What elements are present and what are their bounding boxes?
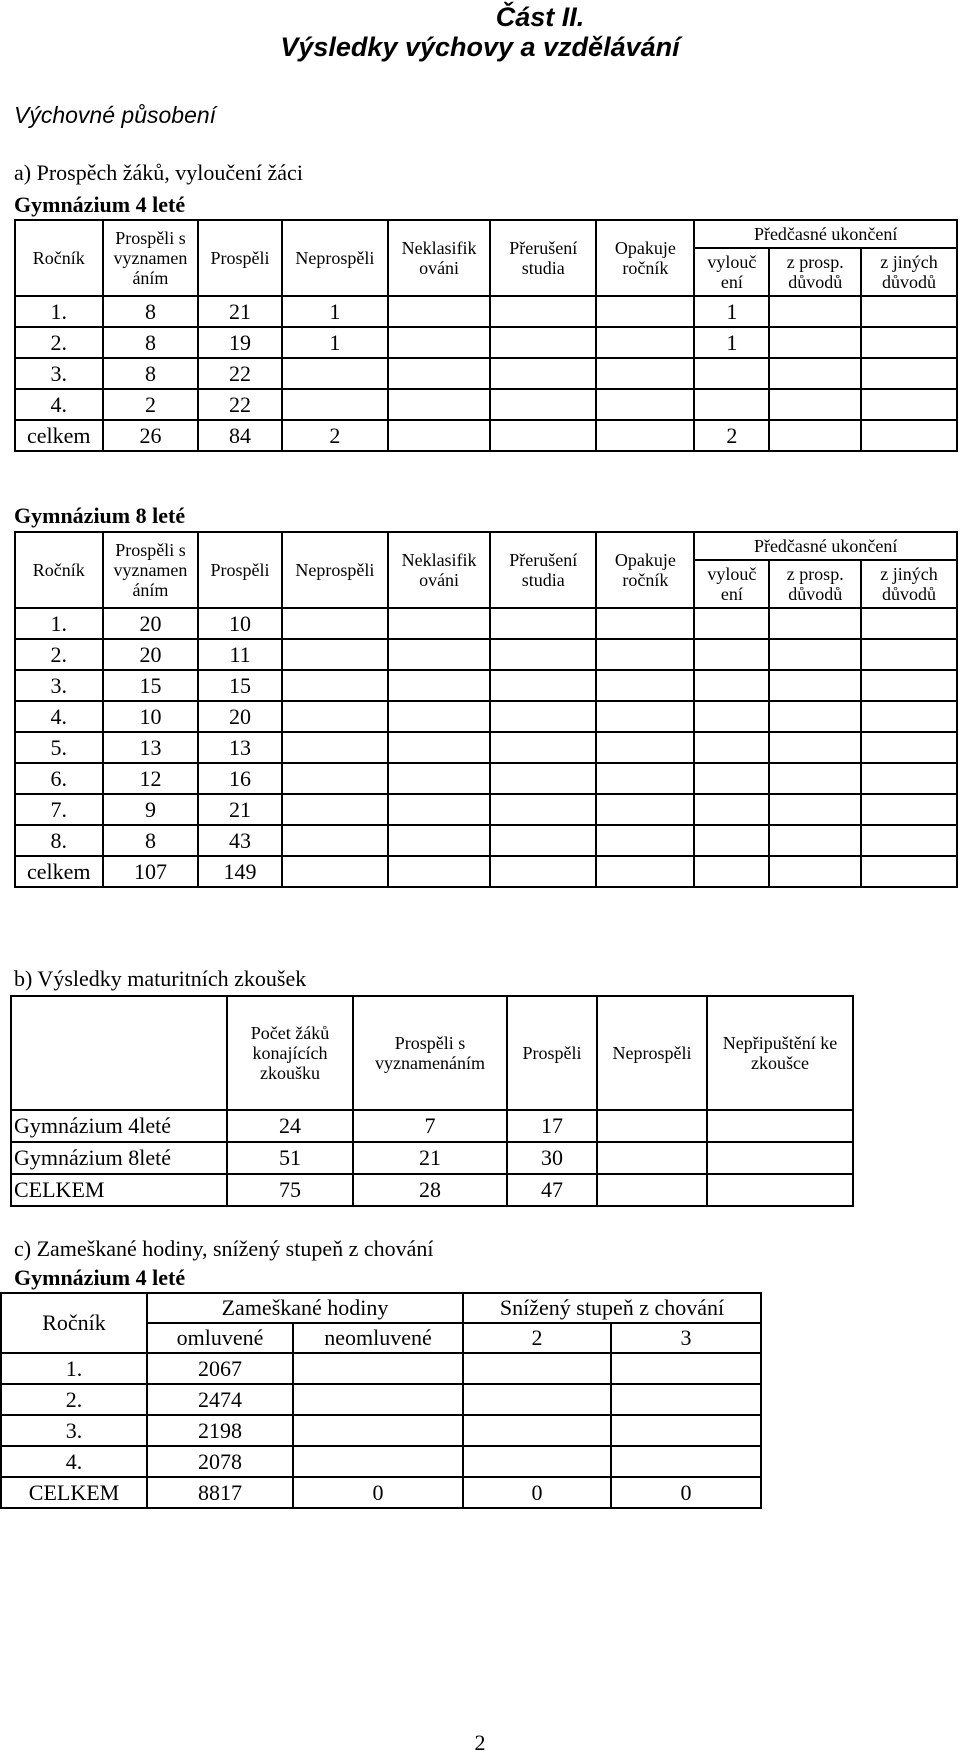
cell-k bbox=[388, 296, 490, 327]
cell-npr bbox=[707, 1142, 853, 1174]
empty-cell bbox=[596, 825, 694, 856]
col-preruseni: Přerušení studia bbox=[490, 220, 596, 296]
empty-cell bbox=[596, 856, 694, 887]
empty-cell bbox=[769, 701, 861, 732]
col-neprospeli: Neprospěli bbox=[597, 996, 707, 1110]
cell-s2 bbox=[463, 1415, 611, 1446]
col-zameskane: Zameškané hodiny bbox=[147, 1293, 463, 1323]
table-row bbox=[15, 794, 957, 825]
g4-results-table bbox=[14, 219, 958, 452]
col-vyznamenanim: Prospěli s vyznamen áním bbox=[103, 220, 199, 296]
cell-r: 6. bbox=[15, 763, 103, 794]
cell-s2 bbox=[463, 1384, 611, 1415]
cell-n bbox=[282, 358, 388, 389]
cell-zj bbox=[861, 358, 957, 389]
maturita-corner bbox=[11, 996, 227, 1110]
page-title: Výsledky výchovy a vzdělávání bbox=[280, 32, 680, 62]
empty-cell bbox=[694, 701, 769, 732]
empty-cell bbox=[282, 670, 388, 701]
table-row bbox=[15, 701, 957, 732]
col-snizeny: Snížený stupeň z chování bbox=[463, 1293, 761, 1323]
cell-k bbox=[388, 358, 490, 389]
col-neprospeli: Neprospěli bbox=[282, 532, 388, 608]
cell-om: 2067 bbox=[147, 1353, 293, 1384]
section-c-heading: c) Zameškané hodiny, snížený stupeň z chování bbox=[14, 1236, 434, 1261]
empty-cell bbox=[490, 701, 596, 732]
cell-om: 8817 bbox=[147, 1477, 293, 1508]
table-row bbox=[11, 1174, 853, 1206]
cell-s3 bbox=[611, 1384, 761, 1415]
cell-vy: 1 bbox=[694, 327, 769, 358]
cell-k bbox=[388, 389, 490, 420]
cell-k bbox=[388, 327, 490, 358]
cell-k bbox=[388, 420, 490, 451]
empty-cell bbox=[388, 639, 490, 670]
table-row bbox=[15, 825, 957, 856]
cell-o bbox=[596, 327, 694, 358]
cell-n: 1 bbox=[282, 296, 388, 327]
cell-s3 bbox=[611, 1353, 761, 1384]
table-row bbox=[1, 1446, 761, 1477]
cell-r: 3. bbox=[1, 1415, 147, 1446]
cell-v: 8 bbox=[103, 358, 199, 389]
empty-cell bbox=[596, 608, 694, 639]
cell-n: 2 bbox=[282, 420, 388, 451]
cell-r: 1. bbox=[1, 1353, 147, 1384]
empty-cell bbox=[694, 856, 769, 887]
empty-cell bbox=[282, 608, 388, 639]
empty-cell bbox=[694, 825, 769, 856]
col-prospeli: Prospěli bbox=[198, 532, 281, 608]
table-row bbox=[15, 327, 957, 358]
empty-cell bbox=[861, 794, 957, 825]
cell-o bbox=[596, 296, 694, 327]
cell-n bbox=[282, 389, 388, 420]
cell-p: 16 bbox=[198, 763, 281, 794]
col-vyznamenanim: Prospěli s vyznamen áním bbox=[103, 532, 199, 608]
table-row bbox=[15, 670, 957, 701]
empty-cell bbox=[769, 639, 861, 670]
col-predcasne: Předčasné ukončení bbox=[694, 532, 957, 560]
empty-cell bbox=[861, 639, 957, 670]
cell-pro: 47 bbox=[507, 1174, 597, 1206]
empty-cell bbox=[490, 639, 596, 670]
cell-o bbox=[596, 389, 694, 420]
table-row bbox=[15, 389, 957, 420]
cell-ne: 0 bbox=[293, 1477, 463, 1508]
empty-cell bbox=[694, 732, 769, 763]
absence-table bbox=[0, 1292, 762, 1509]
empty-cell bbox=[861, 732, 957, 763]
cell-vy bbox=[694, 358, 769, 389]
empty-cell bbox=[282, 825, 388, 856]
col-nepripusteni: Nepřipuštění ke zkoušce bbox=[707, 996, 853, 1110]
section-b-heading: b) Výsledky maturitních zkoušek bbox=[14, 966, 307, 991]
page-number: 2 bbox=[474, 1730, 486, 1755]
empty-cell bbox=[769, 608, 861, 639]
empty-cell bbox=[694, 608, 769, 639]
cell-r: 2. bbox=[15, 639, 103, 670]
table-row bbox=[15, 296, 957, 327]
col-rocnik: Ročník bbox=[15, 532, 103, 608]
table-row bbox=[1, 1353, 761, 1384]
cell-ne bbox=[293, 1415, 463, 1446]
col-zprosp: z prosp. důvodů bbox=[769, 560, 861, 608]
cell-nep bbox=[597, 1110, 707, 1142]
cell-om: 2078 bbox=[147, 1446, 293, 1477]
cell-npr bbox=[707, 1110, 853, 1142]
empty-cell bbox=[282, 856, 388, 887]
cell-vy bbox=[694, 389, 769, 420]
table-row bbox=[1, 1415, 761, 1446]
col-rocnik: Ročník bbox=[1, 1293, 147, 1353]
empty-cell bbox=[388, 732, 490, 763]
col-zprosp: z prosp. důvodů bbox=[769, 248, 861, 296]
table-row bbox=[1, 1384, 761, 1415]
empty-cell bbox=[769, 856, 861, 887]
empty-cell bbox=[490, 825, 596, 856]
empty-cell bbox=[282, 732, 388, 763]
col-vyznamenanim: Prospěli s vyznamenáním bbox=[353, 996, 507, 1110]
cell-pocet: 24 bbox=[227, 1110, 353, 1142]
cell-n: 1 bbox=[282, 327, 388, 358]
col-stupen-3: 3 bbox=[611, 1323, 761, 1353]
part-label: Část II. bbox=[495, 2, 585, 32]
empty-cell bbox=[490, 763, 596, 794]
cell-v: 12 bbox=[103, 763, 199, 794]
col-neklasifikovani: Neklasifik ováni bbox=[388, 532, 490, 608]
empty-cell bbox=[596, 794, 694, 825]
cell-ne bbox=[293, 1353, 463, 1384]
cell-name: Gymnázium 4leté bbox=[11, 1110, 227, 1142]
cell-p: 149 bbox=[198, 856, 281, 887]
cell-npr bbox=[707, 1174, 853, 1206]
cell-r: celkem bbox=[15, 420, 103, 451]
col-preruseni: Přerušení studia bbox=[490, 532, 596, 608]
cell-p: 21 bbox=[198, 794, 281, 825]
cell-r: 8. bbox=[15, 825, 103, 856]
cell-s2 bbox=[463, 1446, 611, 1477]
cell-s bbox=[490, 327, 596, 358]
cell-om: 2474 bbox=[147, 1384, 293, 1415]
cell-v: 107 bbox=[103, 856, 199, 887]
cell-vy: 1 bbox=[694, 296, 769, 327]
col-pocet: Počet žáků konajících zkoušku bbox=[227, 996, 353, 1110]
table-row bbox=[15, 763, 957, 794]
cell-s2 bbox=[463, 1353, 611, 1384]
cell-pocet: 75 bbox=[227, 1174, 353, 1206]
col-stupen-2: 2 bbox=[463, 1323, 611, 1353]
cell-r: 2. bbox=[15, 327, 103, 358]
cell-v: 2 bbox=[103, 389, 199, 420]
table-row bbox=[15, 856, 957, 887]
cell-r: 3. bbox=[15, 358, 103, 389]
empty-cell bbox=[490, 608, 596, 639]
cell-p: 43 bbox=[198, 825, 281, 856]
cell-s bbox=[490, 420, 596, 451]
col-neklasifikovani: Neklasifik ováni bbox=[388, 220, 490, 296]
cell-name: Gymnázium 8leté bbox=[11, 1142, 227, 1174]
cell-ne bbox=[293, 1384, 463, 1415]
table-row bbox=[1, 1477, 761, 1508]
col-zjinych: z jiných důvodů bbox=[861, 248, 957, 296]
cell-pro: 17 bbox=[507, 1110, 597, 1142]
cell-zp bbox=[769, 296, 861, 327]
cell-v: 26 bbox=[103, 420, 199, 451]
cell-r: celkem bbox=[15, 856, 103, 887]
empty-cell bbox=[388, 608, 490, 639]
empty-cell bbox=[388, 825, 490, 856]
cell-zp bbox=[769, 420, 861, 451]
cell-p: 22 bbox=[198, 358, 281, 389]
col-rocnik: Ročník bbox=[15, 220, 103, 296]
empty-cell bbox=[388, 794, 490, 825]
cell-p: 15 bbox=[198, 670, 281, 701]
empty-cell bbox=[596, 763, 694, 794]
col-prospeli: Prospěli bbox=[507, 996, 597, 1110]
g8-title: Gymnázium 8 leté bbox=[14, 503, 186, 528]
empty-cell bbox=[282, 701, 388, 732]
empty-cell bbox=[861, 701, 957, 732]
cell-v: 10 bbox=[103, 701, 199, 732]
cell-s bbox=[490, 296, 596, 327]
col-omluvene: omluvené bbox=[147, 1323, 293, 1353]
cell-v: 13 bbox=[103, 732, 199, 763]
empty-cell bbox=[282, 794, 388, 825]
table-row bbox=[11, 1142, 853, 1174]
cell-r: 4. bbox=[15, 701, 103, 732]
cell-r: 3. bbox=[15, 670, 103, 701]
cell-om: 2198 bbox=[147, 1415, 293, 1446]
empty-cell bbox=[490, 732, 596, 763]
cell-r: 1. bbox=[15, 608, 103, 639]
cell-p: 84 bbox=[198, 420, 281, 451]
empty-cell bbox=[694, 670, 769, 701]
cell-p: 20 bbox=[198, 701, 281, 732]
cell-s2: 0 bbox=[463, 1477, 611, 1508]
section-title: Výchovné působení bbox=[14, 102, 217, 128]
empty-cell bbox=[596, 732, 694, 763]
empty-cell bbox=[861, 856, 957, 887]
c-subtitle: Gymnázium 4 leté bbox=[14, 1265, 186, 1290]
cell-zj bbox=[861, 327, 957, 358]
empty-cell bbox=[694, 794, 769, 825]
cell-zj bbox=[861, 296, 957, 327]
empty-cell bbox=[694, 763, 769, 794]
cell-s3 bbox=[611, 1446, 761, 1477]
cell-r: 4. bbox=[15, 389, 103, 420]
empty-cell bbox=[769, 732, 861, 763]
cell-zp bbox=[769, 358, 861, 389]
empty-cell bbox=[861, 608, 957, 639]
empty-cell bbox=[490, 856, 596, 887]
cell-v: 20 bbox=[103, 608, 199, 639]
empty-cell bbox=[769, 763, 861, 794]
g8-results-table bbox=[14, 531, 958, 888]
cell-o bbox=[596, 358, 694, 389]
cell-v: 8 bbox=[103, 825, 199, 856]
empty-cell bbox=[861, 825, 957, 856]
empty-cell bbox=[596, 701, 694, 732]
cell-r: 5. bbox=[15, 732, 103, 763]
empty-cell bbox=[769, 794, 861, 825]
cell-p: 13 bbox=[198, 732, 281, 763]
empty-cell bbox=[388, 701, 490, 732]
col-vylouceni: vylouč ení bbox=[694, 248, 769, 296]
cell-r: 7. bbox=[15, 794, 103, 825]
cell-p: 22 bbox=[198, 389, 281, 420]
cell-nep bbox=[597, 1174, 707, 1206]
empty-cell bbox=[388, 856, 490, 887]
table-row bbox=[15, 639, 957, 670]
empty-cell bbox=[769, 825, 861, 856]
cell-s bbox=[490, 358, 596, 389]
col-opakuje: Opakuje ročník bbox=[596, 220, 694, 296]
g4-title: Gymnázium 4 leté bbox=[14, 192, 186, 217]
cell-o bbox=[596, 420, 694, 451]
cell-name: CELKEM bbox=[11, 1174, 227, 1206]
cell-p: 21 bbox=[198, 296, 281, 327]
cell-p: 19 bbox=[198, 327, 281, 358]
col-predcasne: Předčasné ukončení bbox=[694, 220, 957, 248]
empty-cell bbox=[490, 670, 596, 701]
cell-v: 9 bbox=[103, 794, 199, 825]
cell-s bbox=[490, 389, 596, 420]
cell-pro: 30 bbox=[507, 1142, 597, 1174]
col-vylouceni: vylouč ení bbox=[694, 560, 769, 608]
cell-r: 2. bbox=[1, 1384, 147, 1415]
table-row bbox=[15, 732, 957, 763]
cell-v: 15 bbox=[103, 670, 199, 701]
table-row bbox=[15, 608, 957, 639]
cell-vyz: 28 bbox=[353, 1174, 507, 1206]
cell-ne bbox=[293, 1446, 463, 1477]
cell-nep bbox=[597, 1142, 707, 1174]
cell-r: CELKEM bbox=[1, 1477, 147, 1508]
col-opakuje: Opakuje ročník bbox=[596, 532, 694, 608]
table-row bbox=[15, 358, 957, 389]
cell-r: 4. bbox=[1, 1446, 147, 1477]
cell-v: 20 bbox=[103, 639, 199, 670]
empty-cell bbox=[282, 763, 388, 794]
cell-s3 bbox=[611, 1415, 761, 1446]
cell-zp bbox=[769, 389, 861, 420]
col-neomluvene: neomluvené bbox=[293, 1323, 463, 1353]
cell-s3: 0 bbox=[611, 1477, 761, 1508]
cell-p: 10 bbox=[198, 608, 281, 639]
empty-cell bbox=[861, 670, 957, 701]
table-row bbox=[15, 420, 957, 451]
cell-pocet: 51 bbox=[227, 1142, 353, 1174]
empty-cell bbox=[388, 763, 490, 794]
cell-v: 8 bbox=[103, 327, 199, 358]
empty-cell bbox=[769, 670, 861, 701]
maturita-table bbox=[10, 995, 854, 1207]
empty-cell bbox=[388, 670, 490, 701]
col-zjinych: z jiných důvodů bbox=[861, 560, 957, 608]
cell-vyz: 7 bbox=[353, 1110, 507, 1142]
col-prospeli: Prospěli bbox=[198, 220, 281, 296]
cell-zp bbox=[769, 327, 861, 358]
empty-cell bbox=[596, 670, 694, 701]
cell-zj bbox=[861, 420, 957, 451]
table-row bbox=[11, 1110, 853, 1142]
cell-vyz: 21 bbox=[353, 1142, 507, 1174]
empty-cell bbox=[282, 639, 388, 670]
empty-cell bbox=[861, 763, 957, 794]
section-a-heading: a) Prospěch žáků, vyloučení žáci bbox=[14, 160, 303, 185]
empty-cell bbox=[694, 639, 769, 670]
cell-r: 1. bbox=[15, 296, 103, 327]
cell-p: 11 bbox=[198, 639, 281, 670]
cell-zj bbox=[861, 389, 957, 420]
col-neprospeli: Neprospěli bbox=[282, 220, 388, 296]
cell-v: 8 bbox=[103, 296, 199, 327]
empty-cell bbox=[490, 794, 596, 825]
cell-vy: 2 bbox=[694, 420, 769, 451]
empty-cell bbox=[596, 639, 694, 670]
